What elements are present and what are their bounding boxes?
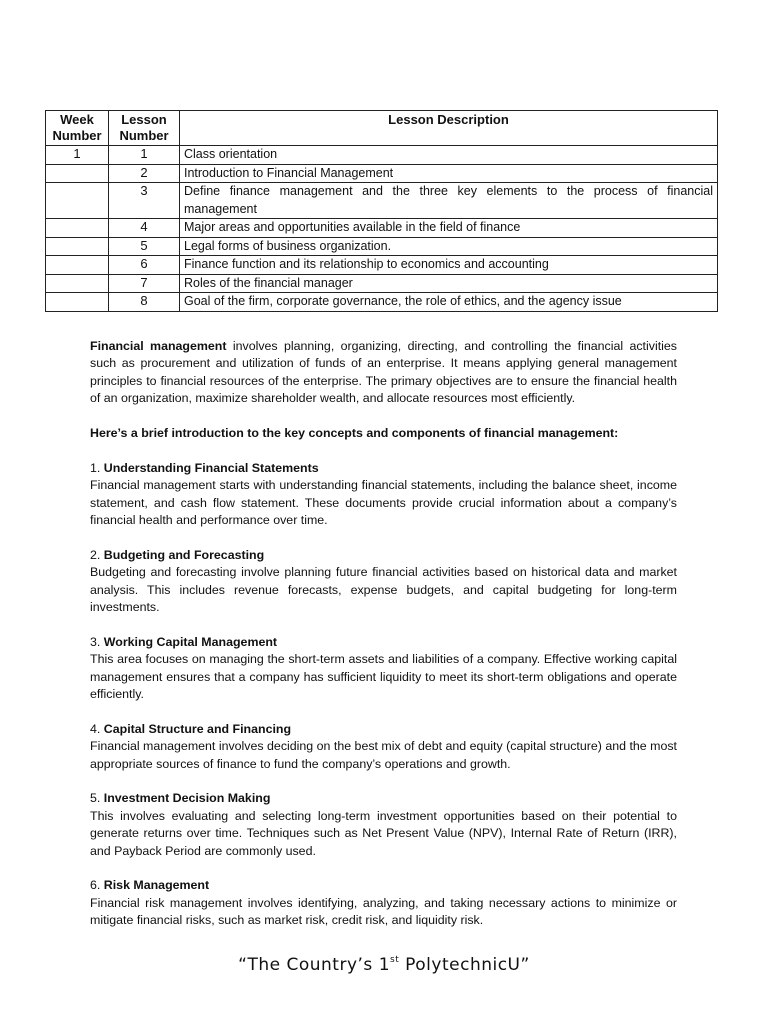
lead-in: Here’s a brief introduction to the key concepts and components of financial management: xyxy=(90,426,619,441)
section-body: Financial management starts with understanding financial statements, including the balance sheet, income statement, and cash flow statement. These documents provide crucial information about a company’s financial health and performance over time. xyxy=(90,478,677,528)
description-cell: Goal of the firm, corporate governance, the role of ethics, and the agency issue xyxy=(180,293,718,312)
section-body: This involves evaluating and selecting long-term investment opportunities based on their potential to generate returns over time. Techniques such as Net Present Value (NPV), Internal Rate of Return (IRR), and Payback Period are commonly used. xyxy=(90,808,677,858)
section-heading xyxy=(90,721,677,738)
section-title: Capital Structure and Financing xyxy=(103,721,292,736)
section-number: 6. xyxy=(90,878,104,893)
week-cell xyxy=(46,237,109,256)
intro-text: involves planning, organizing, directing, and controlling the financial activities such as procurement and utilization of funds of an enterprise. It means applying general management principles to financial resources of the enterprise. The primary objectives are to ensure the financial health of an organization, maximize shareholder wealth, and allocate resources most efficiently. xyxy=(90,339,677,406)
lesson-cell: 8 xyxy=(109,293,180,312)
section-title: Risk Management xyxy=(103,878,210,893)
section-3 xyxy=(90,634,677,704)
description-cell: Define finance management and the three key elements to the process of financial management xyxy=(180,183,718,219)
footer-superscript: st xyxy=(390,955,400,965)
lesson-cell: 3 xyxy=(109,183,180,219)
lesson-cell: 7 xyxy=(109,274,180,293)
lesson-cell: 1 xyxy=(109,146,180,165)
lesson-table xyxy=(45,110,718,312)
section-heading xyxy=(90,460,677,477)
section-title: Working Capital Management xyxy=(103,634,278,649)
week-cell xyxy=(46,293,109,312)
section-title: Budgeting and Forecasting xyxy=(103,547,265,562)
section-body: Financial management involves deciding on the best mix of debt and equity (capital structure) and the most appropriate sources of finance to fund the company’s operations and growth. xyxy=(90,739,677,771)
week-cell xyxy=(46,164,109,183)
table-row xyxy=(46,256,718,275)
section-number: 1. xyxy=(90,460,104,475)
section-6 xyxy=(90,877,677,929)
week-header-line1: Week xyxy=(60,112,94,127)
intro-term: Financial management xyxy=(90,339,227,353)
table-row xyxy=(46,274,718,293)
section-title: Understanding Financial Statements xyxy=(103,460,319,475)
section-heading xyxy=(90,634,677,651)
table-row xyxy=(46,146,718,165)
lesson-cell: 6 xyxy=(109,256,180,275)
section-number: 2. xyxy=(90,547,104,562)
table-header-row xyxy=(46,111,718,146)
footer-slogan xyxy=(0,955,768,975)
week-cell xyxy=(46,183,109,219)
lesson-cell: 4 xyxy=(109,219,180,238)
lesson-header-line1: Lesson xyxy=(121,112,167,127)
section-4 xyxy=(90,721,677,773)
table-row xyxy=(46,164,718,183)
section-number: 5. xyxy=(90,791,104,806)
section-body: Budgeting and forecasting involve planning future financial activities based on historical data and market analysis. This includes revenue forecasts, expense budgets, and capital budgeting for long-term investments. xyxy=(90,565,677,615)
description-cell: Legal forms of business organization. xyxy=(180,237,718,256)
week-cell xyxy=(46,274,109,293)
description-cell: Class orientation xyxy=(180,146,718,165)
week-cell: 1 xyxy=(46,146,109,165)
week-cell xyxy=(46,256,109,275)
section-1 xyxy=(90,460,677,530)
section-heading xyxy=(90,547,677,564)
table-row xyxy=(46,237,718,256)
description-cell: Major areas and opportunities available in the field of finance xyxy=(180,219,718,238)
section-body: This area focuses on managing the short-term assets and liabilities of a company. Effective working capital management ensures that a company has sufficient liquidity to meet its short-term obligations and operate efficiently. xyxy=(90,652,677,702)
lesson-number-header xyxy=(109,111,180,146)
section-number: 3. xyxy=(90,634,104,649)
table-row xyxy=(46,293,718,312)
section-2 xyxy=(90,547,677,617)
week-cell xyxy=(46,219,109,238)
section-heading xyxy=(90,877,677,894)
description-cell: Roles of the financial manager xyxy=(180,274,718,293)
lesson-cell: 2 xyxy=(109,164,180,183)
section-number: 4. xyxy=(90,721,104,736)
footer-text-1: The Country’s 1 xyxy=(247,955,391,975)
week-number-header xyxy=(46,111,109,146)
table-row xyxy=(46,183,718,219)
footer-open-quote: “ xyxy=(238,955,248,975)
description-cell: Introduction to Financial Management xyxy=(180,164,718,183)
lesson-header-line2: Number xyxy=(119,128,169,143)
description-cell: Finance function and its relationship to economics and accounting xyxy=(180,256,718,275)
lesson-description-header: Lesson Description xyxy=(180,111,718,146)
footer-close-quote: ” xyxy=(520,955,530,975)
section-title: Investment Decision Making xyxy=(103,791,271,806)
lesson-cell: 5 xyxy=(109,237,180,256)
body-text xyxy=(90,338,677,947)
week-header-line2: Number xyxy=(52,128,102,143)
intro-paragraph xyxy=(90,338,677,408)
section-5 xyxy=(90,790,677,860)
table-row xyxy=(46,219,718,238)
section-body: Financial risk management involves identifying, analyzing, and taking necessary actions to minimize or mitigate financial risks, such as market risk, credit risk, and liquidity risk. xyxy=(90,895,677,928)
footer-text-2: PolytechnicU xyxy=(399,955,521,975)
section-heading xyxy=(90,790,677,807)
